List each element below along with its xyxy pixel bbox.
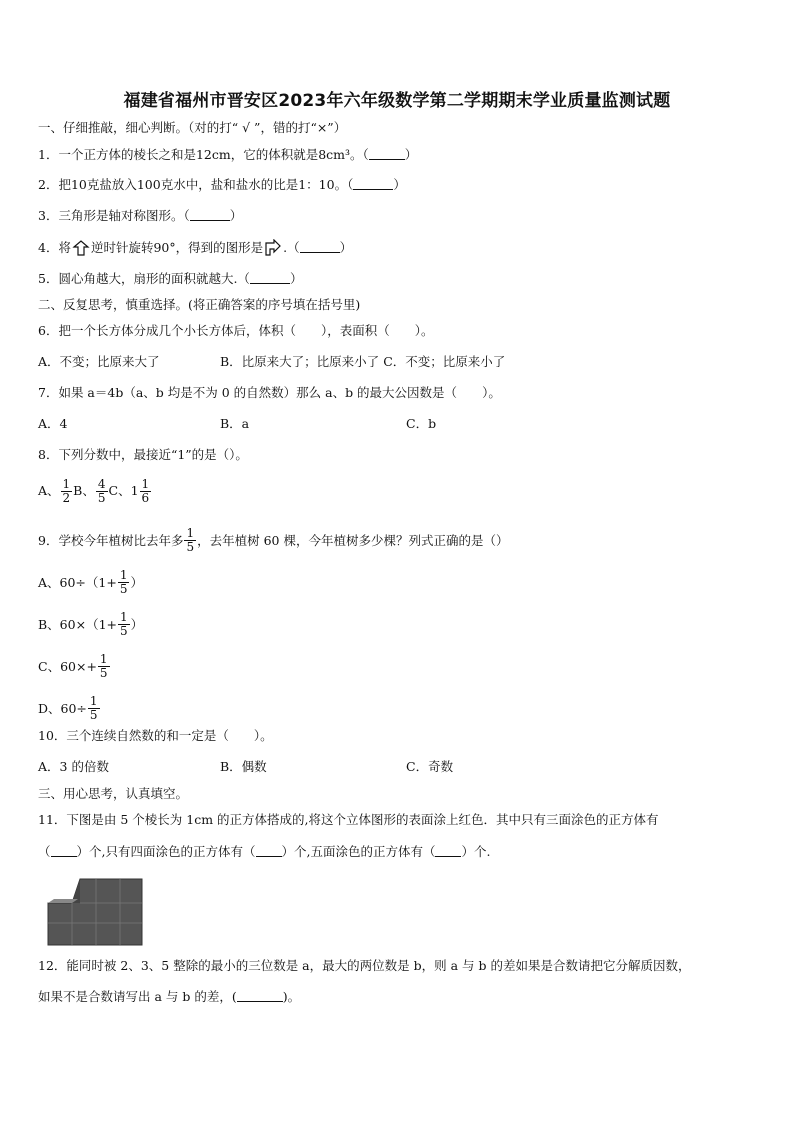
section-1-heading: 一、仔细推敲，细心判断。（对的打“ √ ”，错的打“×”） [38, 120, 347, 135]
question-7: 7．如果 a＝4b（a、b 均是不为 0 的自然数）那么 a、b 的最大公因数是（ ）。 [38, 385, 501, 400]
answer-blank[interactable] [250, 271, 290, 284]
answer-blank[interactable] [353, 177, 393, 190]
question-11-line-2: （ ）个,只有四面涂色的正方体有（ ）个,五面涂色的正方体有（ ）个. [38, 844, 491, 859]
question-7-options [38, 416, 436, 432]
cube-stack-figure [46, 875, 144, 947]
rotated-shape-icon [264, 239, 282, 257]
option-c[interactable]: C．奇数 [406, 759, 454, 774]
question-5: 5．圆心角越大，扇形的面积就越大.（ ） [38, 271, 303, 286]
fraction-one-sixth: $\frac{1}{6}$ [141, 477, 150, 505]
question-9-option-a[interactable]: A、60÷（1+ $\frac{1}{5}$ ） [38, 568, 143, 596]
fraction-one-fifth: $\frac{1}{5}$ [89, 694, 98, 722]
answer-blank[interactable] [190, 208, 230, 221]
question-6-options [38, 354, 505, 370]
question-10: 10．三个连续自然数的和一定是（ ）。 [38, 728, 273, 743]
question-9-option-d[interactable]: D、60÷ $\frac{1}{5}$ [38, 694, 98, 722]
question-8-options [38, 474, 152, 508]
fraction-one-fifth: $\frac{1}{5}$ [186, 526, 195, 554]
question-9-option-b[interactable]: B、60×（1+ $\frac{1}{5}$ ） [38, 610, 144, 638]
question-9: 9．学校今年植树比去年多 $\frac{1}{5}$ ，去年植树 60 棵，今年植树多少棵？列式正确的是（） [38, 526, 509, 554]
original-shape-icon [72, 239, 90, 257]
question-11-line-1: 11．下图是由 5 个棱长为 1cm 的正方体搭成的,将这个立体图形的表面涂上红色．其中只有三面涂色的正方体有 [38, 812, 659, 827]
question-3: 3．三角形是轴对称图形。（ ） [38, 208, 243, 223]
question-2: 2．把10克盐放入100克水中，盐和盐水的比是1：10。（ ） [38, 177, 406, 192]
fraction-one-half: $\frac{1}{2}$ [62, 477, 71, 505]
answer-blank[interactable] [256, 844, 282, 857]
answer-blank[interactable] [435, 844, 461, 857]
option-a[interactable]: A．不变；比原来大了 [38, 354, 160, 369]
page-title: 福建省福州市晋安区2023年六年级数学第二学期期末学业质量监测试题 [123, 91, 671, 111]
answer-blank[interactable] [369, 147, 405, 160]
question-12-line-1: 12．能同时被 2、3、5 整除的最小的三位数是 a，最大的两位数是 b，则 a 与 b 的差如果是合数请把它分解质因数， [38, 958, 691, 973]
question-9-option-c[interactable]: C、60×+ $\frac{1}{5}$ [38, 652, 108, 680]
fraction-one-fifth: $\frac{1}{5}$ [99, 652, 108, 680]
question-12-line-2: 如果不是合数请写出 a 与 b 的差，( )。 [38, 989, 301, 1004]
option-a[interactable]: A．3 的倍数 [38, 759, 109, 774]
fraction-one-fifth: $\frac{1}{5}$ [119, 568, 128, 596]
option-a[interactable]: A．4 [38, 416, 68, 431]
option-c-label[interactable]: C、1 [108, 483, 139, 498]
option-c[interactable]: C．不变；比原来小了 [383, 354, 506, 369]
option-b[interactable]: B．比原来大了；比原来小了 [220, 354, 380, 369]
section-3-heading: 三、用心思考，认真填空。 [38, 786, 189, 801]
answer-blank[interactable] [51, 844, 77, 857]
option-b-label[interactable]: B、 [73, 483, 95, 498]
answer-blank[interactable] [237, 989, 283, 1002]
option-b[interactable]: B．偶数 [220, 759, 267, 774]
option-c[interactable]: C．b [406, 416, 437, 431]
question-8: 8．下列分数中，最接近“1”的是（）。 [38, 447, 248, 462]
fraction-one-fifth: $\frac{1}{5}$ [120, 610, 128, 638]
fraction-four-fifths: $\frac{4}{5}$ [97, 477, 106, 505]
question-4: 4．将 逆时针旋转90°，得到的图形是 .（ ） [38, 240, 353, 255]
option-b[interactable]: B．a [220, 416, 250, 431]
option-a-label[interactable]: A、 [38, 483, 60, 498]
section-2-heading: 二、反复思考，慎重选择。(将正确答案的序号填在括号里) [38, 297, 361, 312]
question-10-options [38, 759, 453, 775]
question-1: 1．一个正方体的棱长之和是12cm，它的体积就是8cm³。（ ） [38, 147, 418, 162]
question-6: 6．把一个长方体分成几个小长方体后，体积（ ），表面积（ ）。 [38, 323, 434, 338]
answer-blank[interactable] [300, 240, 340, 253]
